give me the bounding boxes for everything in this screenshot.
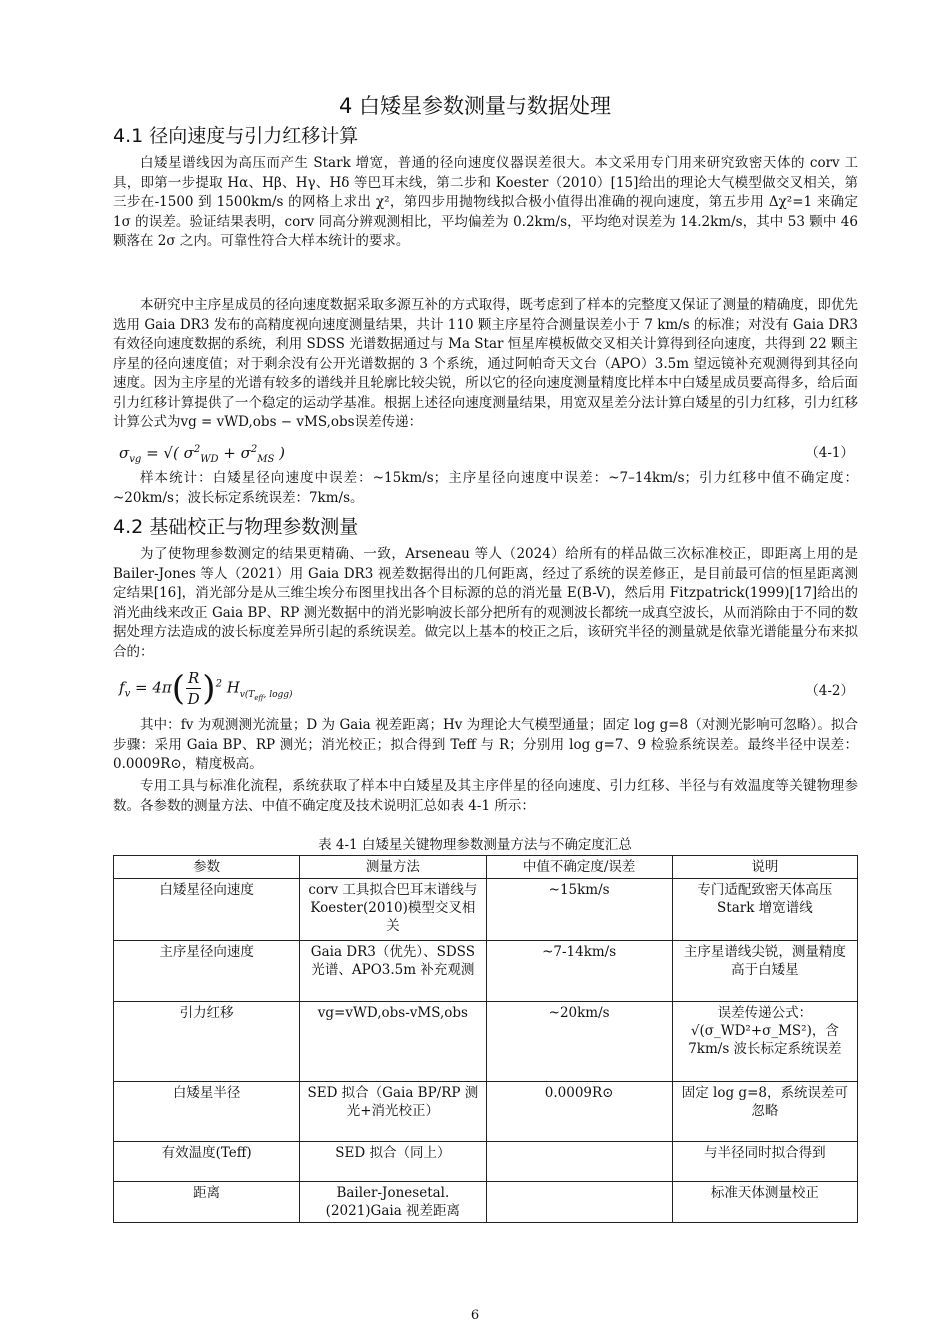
equation-4-2-body: $f_v = 4\pi$( $\frac{R}{D}$ )$^2$ $H_{v(T_{eff}, logg)}$ (119, 668, 293, 709)
table-cell: 距离 (114, 1182, 300, 1223)
table-cell: 误差传递公式：√(σ_WD²+σ_MS²)，含 7km/s 波长标定系统误差 (672, 1002, 857, 1082)
table-cell: 专门适配致密天体高压 Stark 增宽谱线 (672, 879, 857, 941)
table-cell: 引力红移 (114, 1002, 300, 1082)
equation-4-2-number: （4-2） (805, 683, 854, 699)
table-header-row (114, 856, 858, 879)
paragraph-ms-radial-velocity: 本研究中主序星成员的径向速度数据采取多源互补的方式取得，既考虑到了样本的完整度又保证了测量的精确度，即优先选用 Gaia DR3 发布的高精度视向速度测量结果，共计 110 颗主序星符合测量误差小于 7 km/s 的标准；对没有 Gaia DR3 有效径向速度数据的系统，利用 SDSS 光谱数据通过与 Ma Star 恒星库模板做交叉相关计算得到径向速度，共得到 22 颗主序星的径向速度值；对于剩余没有公开光谱数据的 3 个系统，通过阿帕奇天文台（APO）3.5m 望远镜补充观测得到其径向速度。因为主序星的光谱有较多的谱线并且轮廓比较尖锐，所以它的径向速度测量精度比样本中白矮星成员要高得多，给后面引力红移计算提供了一个稳定的运动学基准。根据上述径向速度测量结果，用宽双星差分法计算白矮星的引力红移，引力红移计算公式为vg = vWD,obs − vMS,obs误差传递： (113, 297, 858, 430)
table-cell: 白矮星半径 (114, 1082, 300, 1142)
table-row (114, 1182, 858, 1223)
table-cell: 与半径同时拟合得到 (672, 1142, 857, 1182)
table-cell: 固定 log g=8，系统误差可忽略 (672, 1082, 857, 1142)
equation-4-2 (113, 668, 858, 714)
paragraph-table-intro: 专用工具与标准化流程，系统获取了样本中白矮星及其主序伴星的径向速度、引力红移、半径与有效温度等关键物理参数。各参数的测量方法、中值不确定度及技术说明汇总如表 4-1 所示： (113, 778, 858, 814)
table-cell: corv 工具拟合巴耳末谱线与 Koester(2010)模型交叉相关 (300, 879, 486, 941)
table-row (114, 1142, 858, 1182)
paragraph-calibration: 为了使物理参数测定的结果更精确、一致，Arseneau 等人（2024）给所有的样品做三次标准校正，即距离上用的是 Bailer-Jones 等人（2021）用 Gaia DR3 视差数据得出的几何距离，经过了系统的误差修正，是目前最可信的恒星距离测定结果[16]，消光部分是从三维尘埃分布图里找出各个目标源的总的消光量 E(B-V)，然后用 Fitzpatrick(1999)[17]给出的消光曲线来改正 Gaia BP、RP 测光数据中的消光影响波长部分把所有的观测波长都统一成真空波长，从而消除由于不同的数据处理方法造成的波长标度差异所引起的系统误差。做完以上基本的校正之后，该研究半径的测量就是依靠光谱能量分布来拟合的： (113, 546, 858, 660)
table-header-cell: 说明 (672, 856, 857, 879)
equation-4-1 (113, 440, 858, 468)
table-cell: SED 拟合（同上） (300, 1142, 486, 1182)
table-cell: Gaia DR3（优先）、SDSS 光谱、APO3.5m 补充观测 (300, 941, 486, 1002)
table-cell: ~7-14km/s (486, 941, 672, 1002)
table-row (114, 941, 858, 1002)
table-row (114, 1082, 858, 1142)
table-cell: vg=vWD,obs-vMS,obs (300, 1002, 486, 1082)
table-header-cell: 中值不确定度/误差 (486, 856, 672, 879)
table-cell: 标准天体测量校正 (672, 1182, 857, 1223)
table-cell: ~20km/s (486, 1002, 672, 1082)
section-heading-4-1: 4.1 径向速度与引力红移计算 (113, 125, 359, 147)
equation-4-1-body: $\sigma_{vg}$ = √( $\sigma^2_{WD} + \sigma^2_{MS}$ ) (119, 444, 285, 465)
table-cell: ~15km/s (486, 879, 672, 941)
chapter-title: 4 白矮星参数测量与数据处理 (338, 94, 612, 118)
table-header-cell: 测量方法 (300, 856, 486, 879)
table-cell (486, 1182, 672, 1223)
paragraph-corv-method: 白矮星谱线因为高压而产生 Stark 增宽，普通的径向速度仪器误差很大。本文采用专门用来研究致密天体的 corv 工具，即第一步提取 Hα、Hβ、Hγ、Hδ 等巴耳末线，第二步和 Koester（2010）[15]给出的理论大气模型做交叉相关，第三步在-1500 到 1500km/s 的网格上求出 χ²，第四步用抛物线拟合极小值得出准确的视向速度，第五步用 Δχ²=1 来确定 1σ 的误差。验证结果表明，corv 同高分辨观测相比，平均偏差为 0.2km/s，平均绝对误差为 14.2km/s，其中 53 颗中 46 颗落在 2σ 之内。可靠性符合大样本统计的要求。 (113, 155, 858, 249)
section-heading-4-2: 4.2 基础校正与物理参数测量 (113, 516, 359, 538)
table-row (114, 879, 858, 941)
table-cell: 0.0009R⊙ (486, 1082, 672, 1142)
paragraph-sed-fitting: 其中：fv 为观测测光流量；D 为 Gaia 视差距离；Hv 为理论大气模型通量；固定 log g=8（对测光影响可忽略）。拟合步骤：采用 Gaia BP、RP 测光；消光校正；拟合得到 Teff 与 R；分别用 log g=7、9 检验系统误差。最终半径中误差：0.0009R⊙，精度极高。 (113, 717, 858, 772)
table-caption: 表 4-1 白矮星关键物理参数测量方法与不确定度汇总 (318, 837, 632, 853)
table-cell: Bailer-Jonesetal.(2021)Gaia 视差距离 (300, 1182, 486, 1223)
table-cell: 主序星谱线尖锐，测量精度高于白矮星 (672, 941, 857, 1002)
equation-4-1-number: （4-1） (805, 445, 854, 461)
table-cell: 白矮星径向速度 (114, 879, 300, 941)
table-cell: SED 拟合（Gaia BP/RP 测光+消光校正） (300, 1082, 486, 1142)
page-number: 6 (470, 1308, 480, 1323)
paragraph-sample-statistics: 样本统计：白矮星径向速度中误差：~15km/s；主序星径向速度中误差：~7–14km/s；引力红移中值不确定度：~20km/s；波长标定系统误差：7km/s。 (113, 470, 858, 506)
table-cell (486, 1142, 672, 1182)
table-row (114, 1002, 858, 1082)
table-cell: 有效温度(Teff) (114, 1142, 300, 1182)
table-header-cell: 参数 (114, 856, 300, 879)
table-cell: 主序星径向速度 (114, 941, 300, 1002)
parameter-table (113, 855, 858, 1223)
